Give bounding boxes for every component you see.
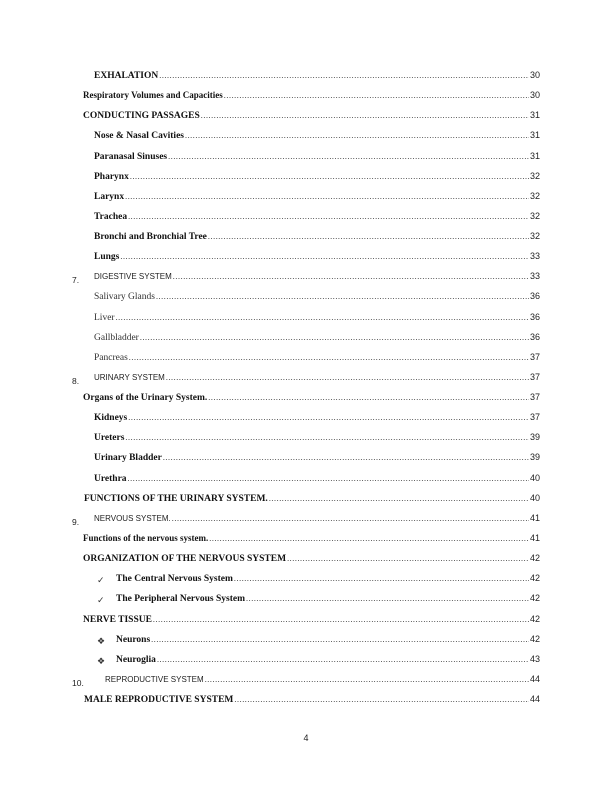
toc-entry-link[interactable] [94,432,540,452]
toc-row[interactable] [0,231,612,251]
toc-entry-link[interactable] [94,332,540,352]
dot-leader [287,554,529,563]
toc-page-number: 42 [529,593,540,604]
toc-row[interactable] [0,332,612,352]
toc-row[interactable] [0,452,612,472]
toc-entry-title: Nose & Nasal Cavities [94,131,184,142]
toc-entry-title: Urethra [94,473,127,484]
toc-entry-title: Functions of the nervous system. [83,532,209,543]
toc-page-number: 41 [529,512,540,523]
toc-entry-title: FUNCTIONS OF THE URINARY SYSTEM. [84,493,268,504]
dot-leader [125,433,529,442]
toc-page-number: 37 [529,392,540,403]
toc-entry-link[interactable] [83,553,540,573]
section-number: 8. [72,375,80,386]
toc-entry-link[interactable] [94,130,540,150]
toc-entry-link[interactable] [94,372,540,392]
toc-entry-title: DIGESTIVE SYSTEM [94,272,172,282]
toc-row[interactable] [0,654,612,674]
dot-leader [128,212,529,221]
toc-row[interactable] [0,171,612,191]
toc-page-number: 32 [529,210,540,221]
toc-entry-link[interactable] [83,533,540,553]
toc-row[interactable] [0,211,612,231]
toc-entry-title: The Central Nervous System [116,574,233,585]
toc-page-number: 36 [529,331,540,342]
toc-entry-link[interactable] [94,171,540,191]
dot-leader [130,172,529,181]
toc-entry-title: Salivary Glands [94,292,155,303]
toc-row[interactable] [0,70,612,90]
toc-entry-title: Larynx [94,191,125,202]
toc-entry-link[interactable] [116,634,540,654]
dot-leader [140,333,529,342]
toc-entry-title: URINARY SYSTEM [94,372,165,382]
toc-page-number: 36 [529,291,540,302]
toc-row[interactable] [0,432,612,452]
toc-entry-link[interactable] [84,493,540,513]
toc-entry-link[interactable] [116,573,540,593]
dot-leader [120,252,529,261]
toc-entry-link[interactable] [116,654,540,674]
toc-row[interactable] [0,694,612,714]
toc-row[interactable] [0,533,612,553]
toc-entry-link[interactable] [94,452,540,472]
toc-row[interactable] [0,513,612,533]
dot-leader [151,635,529,644]
diamond-bullet-icon: ❖ [97,636,106,647]
dot-leader [125,192,529,201]
toc-entry-link[interactable] [105,674,540,694]
toc-page-number: 43 [529,653,540,664]
toc-entry-link[interactable] [94,473,540,493]
toc-entry-title: Respiratory Volumes and Capacities [83,90,223,101]
dot-leader [234,574,529,583]
toc-entry-title: NERVE TISSUE [83,614,152,625]
toc-page-number: 39 [529,432,540,443]
dot-leader [172,514,529,523]
toc-row[interactable] [0,392,612,412]
toc-entry-title: EXHALATION [94,71,159,81]
dot-leader [159,71,529,80]
toc-page-number: 32 [529,231,540,242]
toc-entry-title: The Peripheral Nervous System [116,594,246,605]
toc-entry-link[interactable] [94,211,540,231]
toc-entry-link[interactable] [94,352,540,372]
toc-entry-title: NERVOUS SYSTEM. [94,513,171,523]
toc-row[interactable] [0,291,612,311]
toc-row[interactable] [0,271,612,291]
toc-page-number: 44 [529,694,540,705]
toc-row[interactable] [0,593,612,613]
toc-row[interactable] [0,553,612,573]
dot-leader [153,615,529,624]
toc-row[interactable] [0,473,612,493]
toc-row[interactable] [0,352,612,372]
toc-entry-title: Ureters [94,433,125,444]
toc-page-number: 32 [529,170,540,181]
toc-row[interactable] [0,312,612,332]
toc-row[interactable] [0,573,612,593]
section-number: 7. [72,275,80,286]
toc-page-number: 37 [529,371,540,382]
toc-page-number: 31 [529,150,540,161]
toc-entry-link[interactable] [116,593,540,613]
toc-entry-link[interactable] [94,231,540,251]
toc-page-number: 41 [529,532,540,543]
dot-leader [168,152,529,161]
toc-entry-link[interactable] [94,271,540,291]
toc-page-number: 30 [529,70,540,80]
dot-leader [205,675,529,684]
toc-page-number: 40 [529,472,540,483]
dot-leader [246,594,529,603]
toc-page-number: 44 [529,673,540,684]
toc-row[interactable] [0,191,612,211]
toc-row[interactable] [0,151,612,171]
toc-entry-link[interactable] [94,70,540,90]
toc-entry-title: Lungs [94,252,120,263]
toc-entry-link[interactable] [84,694,540,714]
section-number: 9. [72,516,80,527]
toc-row[interactable] [0,493,612,513]
toc-entry-title: CONDUCTING PASSAGES [83,111,200,122]
dot-leader [128,413,529,422]
toc-entry-link[interactable] [83,90,540,110]
toc-page-number: 39 [529,452,540,463]
toc-row[interactable] [0,110,612,130]
toc-entry-link[interactable] [83,614,540,634]
toc-page-number: 33 [529,271,540,282]
toc-row[interactable] [0,90,612,110]
dot-leader [173,272,529,281]
toc-page-number: 30 [529,90,540,101]
toc-entry-link[interactable] [94,412,540,432]
dot-leader [116,313,529,322]
section-number: 10. [72,677,84,688]
dot-leader [208,393,529,402]
diamond-bullet-icon: ❖ [97,656,106,667]
toc-page-number: 40 [529,492,540,503]
toc-entry-link[interactable] [94,191,540,211]
toc-row[interactable] [0,634,612,654]
toc-page-number: 31 [529,130,540,141]
toc-entry-link[interactable] [83,110,540,130]
toc-page-number: 42 [529,613,540,624]
toc-entry-title: Trachea [94,211,128,222]
dot-leader [209,534,529,543]
toc-row[interactable] [0,614,612,634]
toc-entry-link[interactable] [94,291,540,311]
toc-entry-link[interactable] [83,392,540,412]
toc-entry-title: Liver [94,312,115,323]
toc-entry-title: Neurons [116,634,151,645]
dot-leader [128,474,529,483]
page-number: 4 [303,733,309,743]
toc-entry-link[interactable] [94,312,540,332]
toc-entry-link[interactable] [94,151,540,171]
dot-leader [166,373,529,382]
toc-entry-title: Paranasal Sinuses [94,151,168,162]
toc-entry-title: Kidneys [94,413,128,424]
dot-leader [269,494,529,503]
toc-page-number: 36 [529,311,540,322]
toc-entry-title: REPRODUCTIVE SYSTEM [105,674,204,684]
toc-entry-title: Neuroglia [116,654,156,665]
dot-leader [224,91,529,100]
toc-page-number: 31 [529,110,540,121]
toc-row[interactable] [0,130,612,150]
toc-entry-title: Bronchi and Bronchial Tree [94,232,207,243]
dot-leader [129,353,529,362]
toc-entry-title: Pancreas [94,352,128,363]
dot-leader [157,655,529,664]
toc-page-number: 42 [529,553,540,564]
toc-entry-title: Urinary Bladder [94,453,162,464]
toc-page-number: 37 [529,412,540,423]
checkmark-icon: ✓ [97,596,105,607]
dot-leader [185,131,529,140]
toc-page-number: 42 [529,573,540,584]
toc-page-number: 32 [529,190,540,201]
toc-row[interactable] [0,251,612,271]
toc-page-number: 37 [529,351,540,362]
toc-entry-title: Pharynx [94,171,129,182]
dot-leader [156,292,529,301]
toc-row[interactable] [0,372,612,392]
toc-entry-title: Gallbladder [94,332,139,343]
toc-entry-link[interactable] [94,251,540,271]
dot-leader [201,111,529,120]
dot-leader [208,232,529,241]
dot-leader [163,453,529,462]
toc-entry-title: Organs of the Urinary System. [83,393,208,404]
toc-row[interactable] [0,412,612,432]
toc-entry-title: MALE REPRODUCTIVE SYSTEM [84,695,234,706]
toc-entry-link[interactable] [94,513,540,533]
toc-row[interactable] [0,674,612,694]
dot-leader [234,695,529,704]
toc-page-number: 42 [529,633,540,644]
toc-page-number: 33 [529,251,540,262]
toc-entry-title: ORGANIZATION OF THE NERVOUS SYSTEM [83,554,287,565]
checkmark-icon: ✓ [97,576,105,587]
